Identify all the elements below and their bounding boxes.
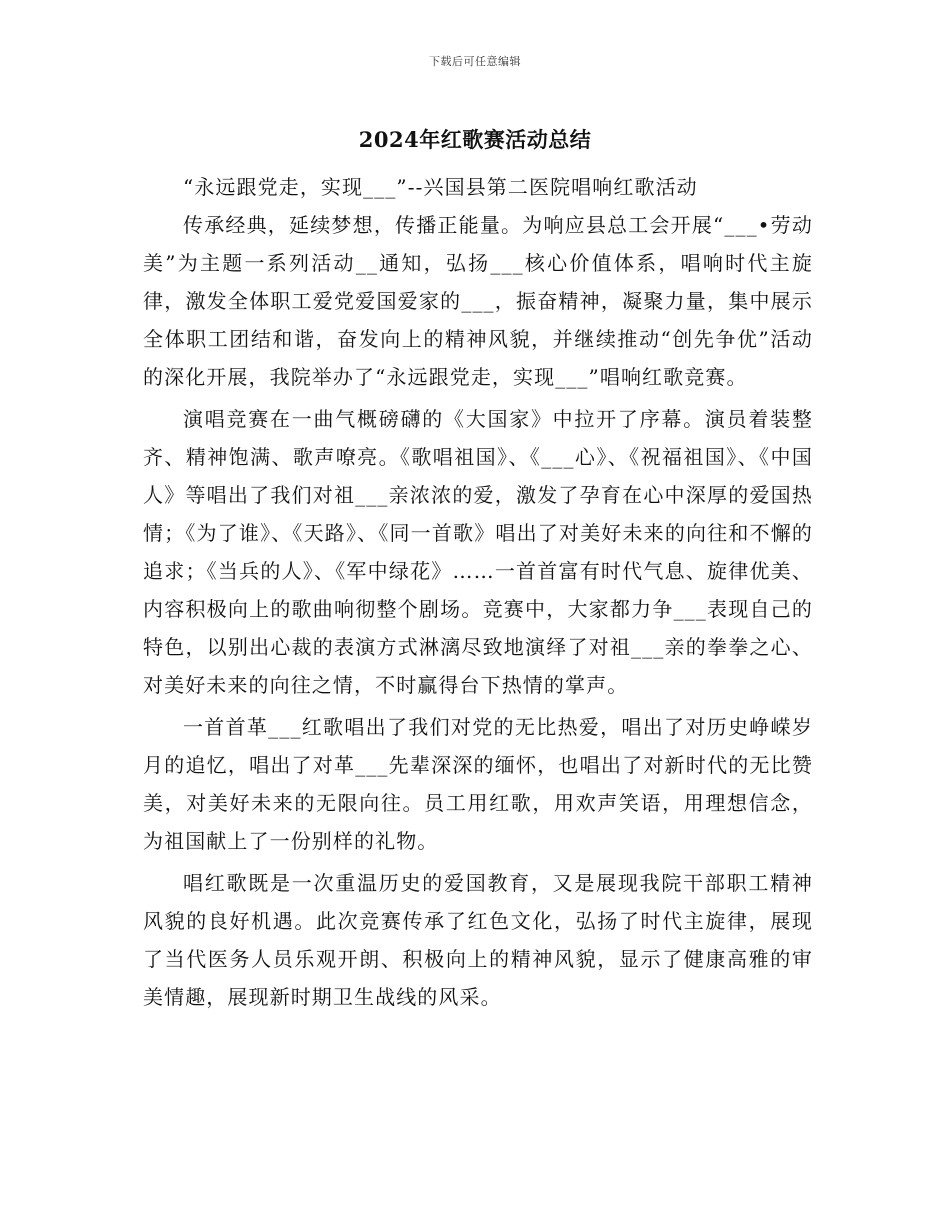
paragraph: 演唱竞赛在一曲气概磅礴的《大国家》中拉开了序幕。演员着装整齐、精神饱满、歌声嘹亮。《歌唱祖国》、《___心》、《祝福祖国》、《中国人》等唱出了我们对祖___亲浓浓的爱，激发了孕育在心中深厚的爱国热情；《为了谁》、《天路》、《同一首歌》唱出了对美好未来的向往和不懈的追求；《当兵的人》、《军中绿花》……一首首富有时代气息、旋律优美、内容积极向上的歌曲响彻整个剧场。竞赛中，大家都力争___表现自己的特色，以别出心裁的表演方式淋漓尽致地演绎了对祖___亲的拳拳之心、对美好未来的向往之情，不时赢得台下热情的掌声。 xyxy=(143,407,813,697)
header-note: 下载后可任意编辑 xyxy=(429,55,521,68)
document-body xyxy=(143,168,813,1020)
paragraph: 传承经典，延续梦想，传播正能量。为响应县总工会开展“___•劳动美”为主题一系列活动__通知，弘扬___核心价值体系，唱响时代主旋律，激发全体职工爱党爱国爱家的___，振奋精神，凝聚力量，集中展示全体职工团结和谐，奋发向上的精神风貌，并继续推动“创先争优”活动的深化开展，我院举办了“永远跟党走，实现___”唱响红歌竞赛。 xyxy=(143,213,813,389)
document-subtitle: “永远跟党走，实现___”--兴国县第二医院唱响红歌活动 xyxy=(183,175,698,199)
page-title: 2024年红歌赛活动总结 xyxy=(358,127,592,152)
paragraph: 一首首革___红歌唱出了我们对党的无比热爱，唱出了对历史峥嵘岁月的追忆，唱出了对革___先辈深深的缅怀，也唱出了对新时代的无比赞美，对美好未来的无限向往。员工用红歌，用欢声笑语，用理想信念，为祖国献上了一份别样的礼物。 xyxy=(143,715,813,853)
paragraph: 唱红歌既是一次重温历史的爱国教育，又是展现我院干部职工精神风貌的良好机遇。此次竞赛传承了红色文化，弘扬了时代主旋律，展现了当代医务人员乐观开朗、积极向上的精神风貌，显示了健康高雅的审美情趣，展现新时期卫生战线的风采。 xyxy=(143,871,813,1009)
